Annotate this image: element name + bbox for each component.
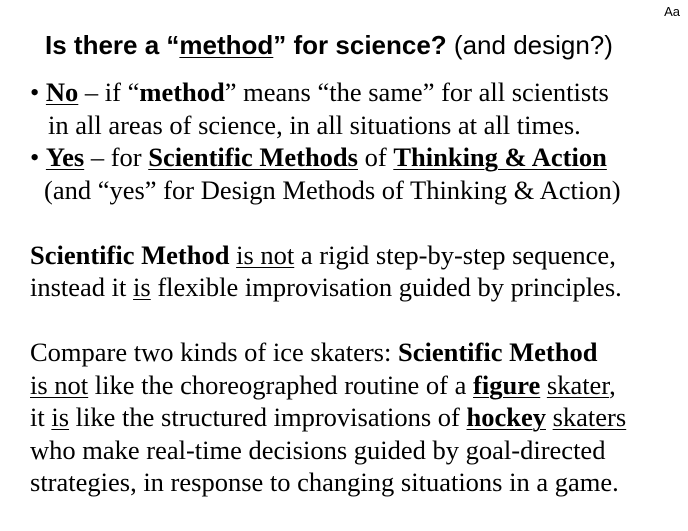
title-method: method <box>179 30 274 60</box>
text: flexible improvisation guided by principles. <box>150 272 622 302</box>
title-part: ” for science? <box>273 30 447 60</box>
para2-line1 <box>30 336 626 369</box>
text <box>546 402 553 432</box>
is-not: is not <box>236 239 295 270</box>
bullet-yes: Yes <box>45 142 85 172</box>
is-not: is not <box>30 369 89 400</box>
bullet-no-continuation: in all areas of science, in all situations at all times. <box>48 109 581 140</box>
bullet-yes-line <box>30 141 626 174</box>
slide-title <box>45 30 613 61</box>
para1-line1 <box>30 239 626 272</box>
para2-line4: who make real-time decisions guided by goal-directed <box>30 434 606 465</box>
thinking-action: Thinking & Action <box>393 142 607 172</box>
method-word: method <box>139 77 225 107</box>
text: – if “ <box>78 77 140 107</box>
scientific-method: Scientific Method <box>397 337 598 367</box>
figure-word: figure <box>473 369 541 400</box>
scientific-method: Scientific Method <box>30 239 230 270</box>
hockey-word: hockey <box>466 402 546 432</box>
title-part: (and design?) <box>446 30 613 60</box>
title-part: Is there a “ <box>45 30 180 60</box>
para2-line2 <box>30 369 626 402</box>
text: it <box>30 402 52 432</box>
text: instead it <box>30 272 134 302</box>
bullet-no: No <box>45 77 79 107</box>
skater-word: skater <box>546 369 610 400</box>
scientific-methods: Scientific Methods <box>148 142 358 172</box>
is: is <box>133 272 151 302</box>
bullet-yes-continuation: (and “yes” for Design Methods of Thinking & Action) <box>44 174 621 205</box>
text <box>540 370 547 400</box>
bullet-marker: • <box>30 142 46 172</box>
text: like the structured improvisations of <box>69 402 467 432</box>
text: a rigid step-by-step sequence, <box>294 239 616 270</box>
text: , <box>609 369 616 400</box>
para2-line3 <box>30 401 626 434</box>
bullet-no-line <box>30 76 626 109</box>
para1-line2 <box>30 271 626 304</box>
text: of <box>357 142 394 172</box>
bullet-marker: • <box>30 77 46 107</box>
corner-label: Aa <box>664 4 680 19</box>
text: Compare two kinds of ice skaters: <box>30 337 398 367</box>
is: is <box>51 402 70 432</box>
text: – for <box>84 142 149 172</box>
text: like the choreographed routine of a <box>88 369 474 400</box>
text: ” means “the same” for all scientists <box>224 77 609 107</box>
slide-body <box>30 76 626 499</box>
skaters-word: skaters <box>552 402 627 432</box>
para2-line5: strategies, in response to changing situations in a game. <box>30 467 619 497</box>
